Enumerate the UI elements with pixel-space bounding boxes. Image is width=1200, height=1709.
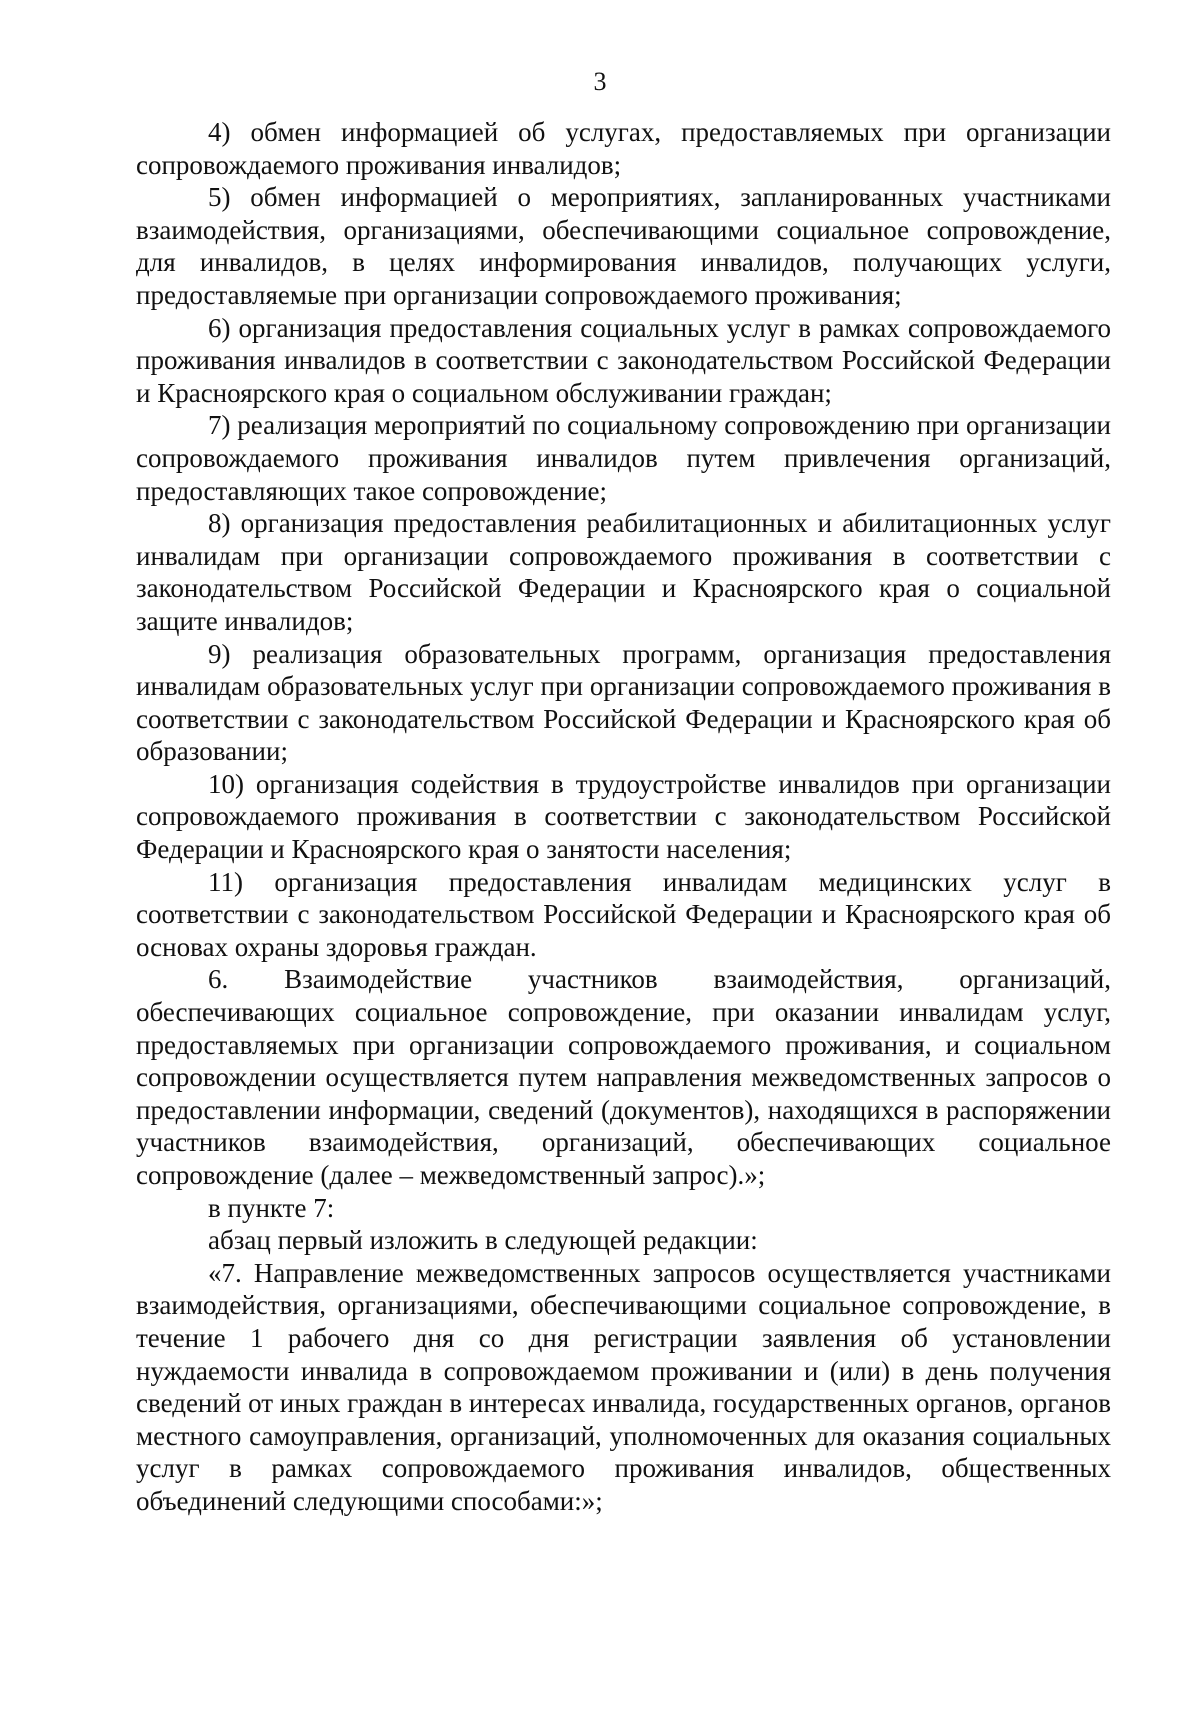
paragraph-item-5: 5) обмен информацией о мероприятиях, запланированных участниками взаимодействия, организациями, обеспечивающими социальное сопровождение, для инвалидов, в целях информирования инвалидов, получающих услуги, предоставляемые при организации сопровождаемого проживания; [136,182,1111,310]
paragraph-item-8: 8) организация предоставления реабилитационных и абилитационных услуг инвалидам при организации сопровождаемого проживания в соответствии с законодательством Российской Федерации и Красноярского края о социальной защите инвалидов; [136,508,1111,636]
paragraph-point-7-new-text: «7. Направление межведомственных запросов осуществляется участниками взаимодействия, организациями, обеспечивающими социальное сопровождение, в течение 1 рабочего дня со дня регистрации заявления об установлении нуждаемости инвалида в сопровождаемом проживании и (или) в день получения сведений от иных граждан в интересах инвалида, государственных органов, органов местного самоуправления, организаций, уполномоченных для оказания социальных услуг в рамках сопровождаемого проживания инвалидов, общественных объединений следующими способами:»; [136,1257,1111,1516]
page-number: 3 [593,67,607,96]
paragraph-item-9: 9) реализация образовательных программ, организация предоставления инвалидам образовательных услуг при организации сопровождаемого проживания в соответствии с законодательством Российской Федерации и Красноярского края об образовании; [136,638,1111,767]
paragraph-amendment-instruction: абзац первый изложить в следующей редакции: [208,1225,758,1256]
paragraph-item-11: 11) организация предоставления инвалидам медицинских услуг в соответствии с законодательством Российской Федерации и Красноярского края об основах охраны здоровья граждан. [136,866,1111,962]
paragraph-item-4: 4) обмен информацией об услугах, предоставляемых при организации сопровождаемого проживания инвалидов; [136,117,1111,180]
paragraph-in-point-7: в пункте 7: [208,1192,335,1223]
paragraph-item-10: 10) организация содействия в трудоустройстве инвалидов при организации сопровождаемого проживания в соответствии с законодательством Российской Федерации и Красноярского края о занятости населения; [136,768,1111,865]
document-body [136,116,1111,1518]
paragraph-item-7: 7) реализация мероприятий по социальному сопровождению при организации сопровождаемого проживания инвалидов путем привлечения организаций, предоставляющих такое сопровождение; [136,410,1111,506]
paragraph-point-6: 6. Взаимодействие участников взаимодействия, организаций, обеспечивающих социальное сопровождение, при оказании инвалидам услуг, предоставляемых при организации сопровождаемого проживания, и социальном сопровождении осуществляется путем направления межведомственных запросов о предоставлении информации, сведений (документов), находящихся в распоряжении участников взаимодействия, организаций, обеспечивающих социальное сопровождение (далее – межведомственный запрос).»; [136,964,1111,1190]
paragraph-item-6: 6) организация предоставления социальных услуг в рамках сопровождаемого проживания инвалидов в соответствии с законодательством Российской Федерации и Красноярского края о социальном обслуживании граждан; [136,312,1111,408]
